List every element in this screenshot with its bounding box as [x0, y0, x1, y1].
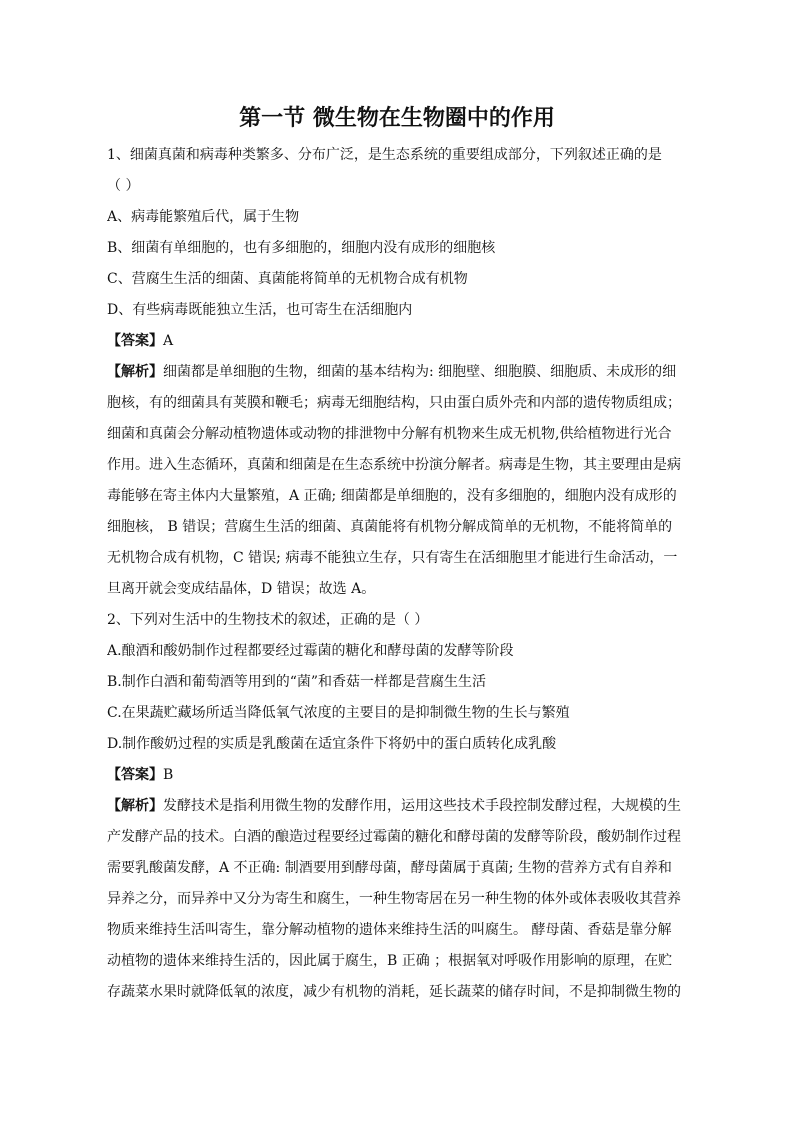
- q1-analysis-line: 毒能够在寄主体内大量繁殖，A 正确; 细菌都是单细胞的，没有多细胞的，细胞内没有成形的: [107, 488, 677, 504]
- q1-analysis-line: 细菌和真菌会分解动植物遗体或动物的排泄物中分解有机物来生成无机物,供给植物进行光合: [107, 426, 672, 442]
- q2-analysis-label: 【解析】: [107, 798, 163, 814]
- q2-analysis-line: [107, 791, 687, 822]
- q1-analysis-text: 细菌都是单细胞的生物，细菌的基本结构为: 细胞壁、细胞膜、细胞质、未成形的细: [163, 364, 677, 380]
- q1-option-b: B、细菌有单细胞的，也有多细胞的，细胞内没有成形的细胞核: [107, 240, 496, 256]
- q2-analysis-line: 产发酵产品的技术。白酒的酿造过程要经过霉菌的糖化和酵母菌的发酵等阶段，酸奶制作过程: [107, 829, 681, 845]
- q1-analysis-label: 【解析】: [107, 364, 163, 380]
- q2-analysis-text: 发酵技术是指利用微生物的发酵作用，运用这些技术手段控制发酵过程，大规模的生: [163, 798, 681, 814]
- q2-option-a: A.酿酒和酸奶制作过程都要经过霉菌的糖化和酵母菌的发酵等阶段: [107, 643, 514, 659]
- q2-analysis-line: 动植物的遗体来维持生活的，因此属于腐生，B 正确 ；根据氧对呼吸作用影响的原理，在贮: [107, 953, 673, 969]
- q1-stem-line-1: 1、细菌真菌和病毒种类繁多、分布广泛，是生态系统的重要组成部分，下列叙述正确的是: [107, 147, 662, 163]
- q2-stem: 2、下列对生活中的生物技术的叙述，正确的是（ ）: [107, 612, 429, 628]
- q1-analysis-line: 无机物合成有机物，C 错误; 病毒不能独立生存，只有寄生在活细胞里才能进行生命活动，一: [107, 550, 678, 566]
- q2-option-c: C.在果蔬贮藏场所适当降低氧气浓度的主要目的是抑制微生物的生长与繁殖: [107, 705, 570, 721]
- q1-answer: [107, 326, 687, 357]
- q1-answer-label: 【答案】: [107, 333, 163, 349]
- q1-analysis-line: 胞核，有的细菌具有荚膜和鞭毛；病毒无细胞结构，只由蛋白质外壳和内部的遗传物质组成；: [107, 395, 681, 411]
- q1-analysis-line: 作用。进入生态循环，真菌和细菌是在生态系统中扮演分解者。病毒是生物，其主要理由是病: [107, 457, 681, 473]
- q2-option-d: D.制作酸奶过程的实质是乳酸菌在适宜条件下将奶中的蛋白质转化成乳酸: [107, 736, 557, 752]
- q2-analysis-line: 异养之分，而异养中又分为寄生和腐生，一种生物寄居在另一种生物的体外或体表吸收其营养: [107, 891, 681, 907]
- q2-analysis-line: 物质来维持生活叫寄生，靠分解动植物的遗体来维持生活的叫腐生。 酵母菌、香菇是靠分解: [107, 922, 672, 938]
- q2-option-b: B.制作白酒和葡萄酒等用到的“菌”和香菇一样都是营腐生生活: [107, 674, 487, 690]
- q1-analysis-line: [107, 357, 687, 388]
- q1-answer-value: A: [163, 333, 174, 349]
- q1-analysis-line: 旦离开就会变成结晶体，D 错误；故选 A。: [107, 581, 376, 597]
- q2-answer-label: 【答案】: [107, 767, 163, 783]
- document-body: [107, 140, 687, 1008]
- q2-analysis-line: 存蔬菜水果时就降低氧的浓度，减少有机物的消耗，延长蔬菜的储存时间，不是抑制微生物的: [107, 984, 681, 1000]
- q2-answer: [107, 760, 687, 791]
- q1-option-d: D、有些病毒既能独立生活，也可寄生在活细胞内: [107, 302, 413, 318]
- page-title: 第一节 微生物在生物圈中的作用: [239, 105, 555, 131]
- q1-option-a: A、病毒能繁殖后代，属于生物: [107, 209, 300, 225]
- q2-answer-value: B: [163, 767, 174, 783]
- q2-analysis-line: 需要乳酸菌发酵，A 不正确: 制酒要用到酵母菌，酵母菌属于真菌; 生物的营养方式有自养和: [107, 860, 672, 876]
- q1-option-c: C、营腐生生活的细菌、真菌能将简单的无机物合成有机物: [107, 271, 468, 287]
- q1-stem-line-2: （ ）: [107, 178, 140, 194]
- q1-analysis-line: 细胞核， B 错误；营腐生生活的细菌、真菌能将有机物分解成简单的无机物，不能将简单的: [107, 519, 673, 535]
